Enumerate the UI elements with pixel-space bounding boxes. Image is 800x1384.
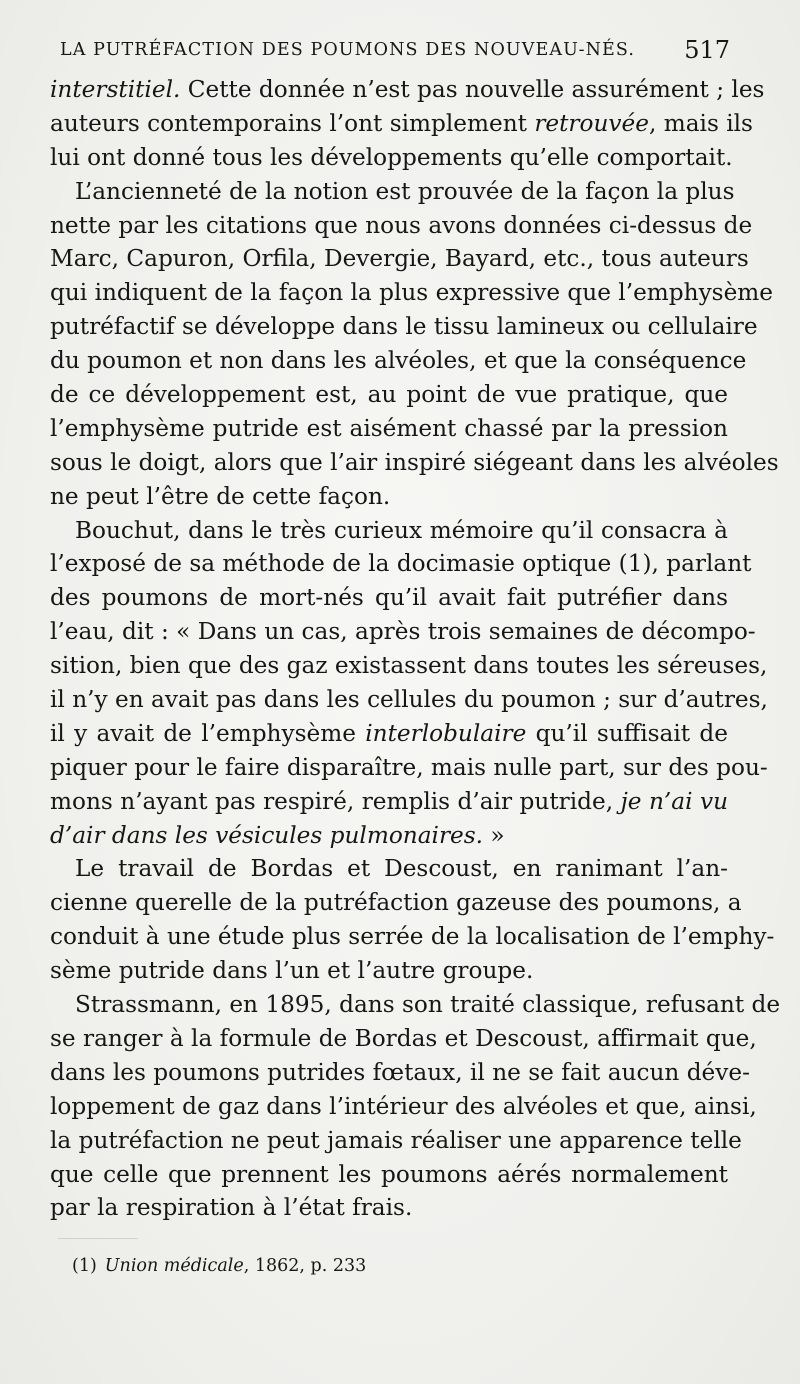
text-line bbox=[50, 175, 735, 209]
text-line bbox=[50, 988, 781, 1022]
text-line bbox=[50, 1158, 728, 1192]
text-line bbox=[50, 242, 749, 276]
text-fragment: piquer pour le faire disparaître, mais nulle part, sur des pou- bbox=[50, 753, 768, 781]
text-line bbox=[50, 107, 753, 141]
text-line bbox=[50, 1022, 757, 1056]
text-fragment: sème putride dans l’un et l’autre groupe. bbox=[50, 957, 534, 985]
text-line bbox=[50, 1090, 757, 1124]
text-line bbox=[50, 446, 779, 480]
text-fragment: » bbox=[483, 821, 505, 849]
italic-text: interstitiel. bbox=[50, 76, 181, 103]
text-line bbox=[50, 1191, 728, 1225]
text-fragment: cienne querelle de la putréfaction gazeuse des poumons, a bbox=[50, 889, 742, 917]
text-fragment: conduit à une étude plus serrée de la localisation de l’emphy- bbox=[50, 923, 775, 951]
text-line bbox=[50, 886, 742, 920]
footnote-details: , 1862, p. 233 bbox=[243, 1256, 367, 1276]
footnote bbox=[72, 1256, 366, 1276]
text-line bbox=[50, 73, 765, 107]
text-fragment: Marc, Capuron, Orfila, Devergie, Bayard, etc., tous auteurs bbox=[50, 245, 749, 273]
italic-text: je n’ai vu bbox=[620, 787, 729, 815]
text-line bbox=[50, 412, 728, 446]
text-fragment: loppement de gaz dans l’intérieur des alvéoles et que, ainsi, bbox=[50, 1092, 757, 1120]
text-fragment: l’eau, dit : « Dans un cas, après trois semaines de décompo- bbox=[50, 618, 756, 646]
text-fragment: la putréfaction ne peut jamais réaliser une apparence telle bbox=[50, 1126, 742, 1154]
text-line bbox=[50, 717, 728, 751]
text-fragment: sous le doigt, alors que l’air inspiré siégeant dans les alvéoles bbox=[50, 448, 779, 476]
italic-text: d’air dans les vésicules pulmonaires. bbox=[50, 821, 484, 849]
text-fragment: Bouchut, dans le très curieux mémoire qu’il consacra à bbox=[75, 516, 728, 544]
text-fragment: L’ancienneté de la notion est prouvée de la façon la plus bbox=[75, 177, 735, 205]
text-line bbox=[50, 547, 752, 581]
text-fragment: auteurs contemporains l’ont simplement bbox=[50, 109, 535, 137]
text-fragment: qui indiquent de la façon la plus expressive que l’emphysème bbox=[50, 279, 774, 307]
text-line bbox=[50, 852, 728, 886]
text-fragment: dans les poumons putrides fœtaux, il ne se fait aucun déve- bbox=[50, 1058, 750, 1086]
text-line bbox=[50, 683, 768, 717]
text-line bbox=[50, 378, 728, 412]
text-line bbox=[50, 344, 747, 378]
text-line bbox=[50, 1056, 750, 1090]
text-fragment: de ce développement est, au point de vue pratique, que bbox=[50, 381, 728, 409]
text-line bbox=[50, 649, 768, 683]
text-fragment: lui ont donné tous les développements qu’elle comportait. bbox=[50, 143, 733, 171]
text-fragment: il y avait de l’emphysème bbox=[50, 719, 366, 747]
text-fragment: Cette donnée n’est pas nouvelle assurément ; les bbox=[180, 76, 765, 103]
italic-text: interlobulaire bbox=[365, 719, 527, 747]
footnote-source: Union médicale bbox=[104, 1256, 244, 1276]
text-fragment: par la respiration à l’état frais. bbox=[50, 1194, 413, 1222]
running-title: LA PUTRÉFACTION DES POUMONS DES NOUVEAU-NÉS. bbox=[60, 40, 636, 60]
text-line bbox=[50, 276, 774, 310]
text-fragment: des poumons de mort-nés qu’il avait fait putréfier dans bbox=[50, 584, 728, 612]
text-line bbox=[50, 514, 728, 548]
text-fragment: , mais ils bbox=[648, 109, 753, 137]
text-fragment: que celle que prennent les poumons aérés normalement bbox=[50, 1160, 728, 1188]
text-line bbox=[50, 581, 728, 615]
text-line bbox=[50, 751, 768, 785]
text-line bbox=[50, 954, 728, 988]
text-line bbox=[50, 209, 753, 243]
text-fragment: l’exposé de sa méthode de la docimasie optique (1), parlant bbox=[50, 550, 752, 578]
text-fragment: ne peut l’être de cette façon. bbox=[50, 482, 391, 510]
italic-text: retrouvée bbox=[534, 109, 649, 137]
text-fragment: se ranger à la formule de Bordas et Descoust, affirmait que, bbox=[50, 1024, 757, 1052]
text-line bbox=[50, 920, 775, 954]
text-fragment: nette par les citations que nous avons données ci-dessus de bbox=[50, 211, 753, 239]
text-line bbox=[50, 1124, 742, 1158]
page-number: 517 bbox=[684, 36, 730, 64]
text-line bbox=[50, 819, 728, 853]
text-line bbox=[50, 480, 728, 514]
text-fragment: il n’y en avait pas dans les cellules du poumon ; sur d’autres, bbox=[50, 686, 768, 714]
text-fragment: Le travail de Bordas et Descoust, en ranimant l’an- bbox=[75, 855, 728, 883]
text-line bbox=[50, 141, 733, 175]
footnote-ref: (1) bbox=[72, 1256, 97, 1276]
text-fragment: sition, bien que des gaz existassent dans toutes les séreuses, bbox=[50, 652, 768, 680]
footnote-separator bbox=[58, 1238, 138, 1239]
text-fragment: l’emphysème putride est aisément chassé par la pression bbox=[50, 414, 728, 442]
body-text bbox=[50, 73, 781, 1225]
text-fragment: putréfactif se développe dans le tissu lamineux ou cellulaire bbox=[50, 313, 758, 341]
running-head bbox=[60, 36, 730, 68]
text-line bbox=[50, 785, 728, 819]
text-fragment: qu’il suffisait de bbox=[526, 719, 728, 747]
text-fragment: du poumon et non dans les alvéoles, et que la conséquence bbox=[50, 347, 747, 375]
text-line bbox=[50, 310, 758, 344]
text-fragment: mons n’ayant pas respiré, remplis d’air putride, bbox=[50, 787, 621, 815]
text-line bbox=[50, 615, 756, 649]
text-fragment: Strassmann, en 1895, dans son traité classique, refusant de bbox=[75, 991, 781, 1019]
